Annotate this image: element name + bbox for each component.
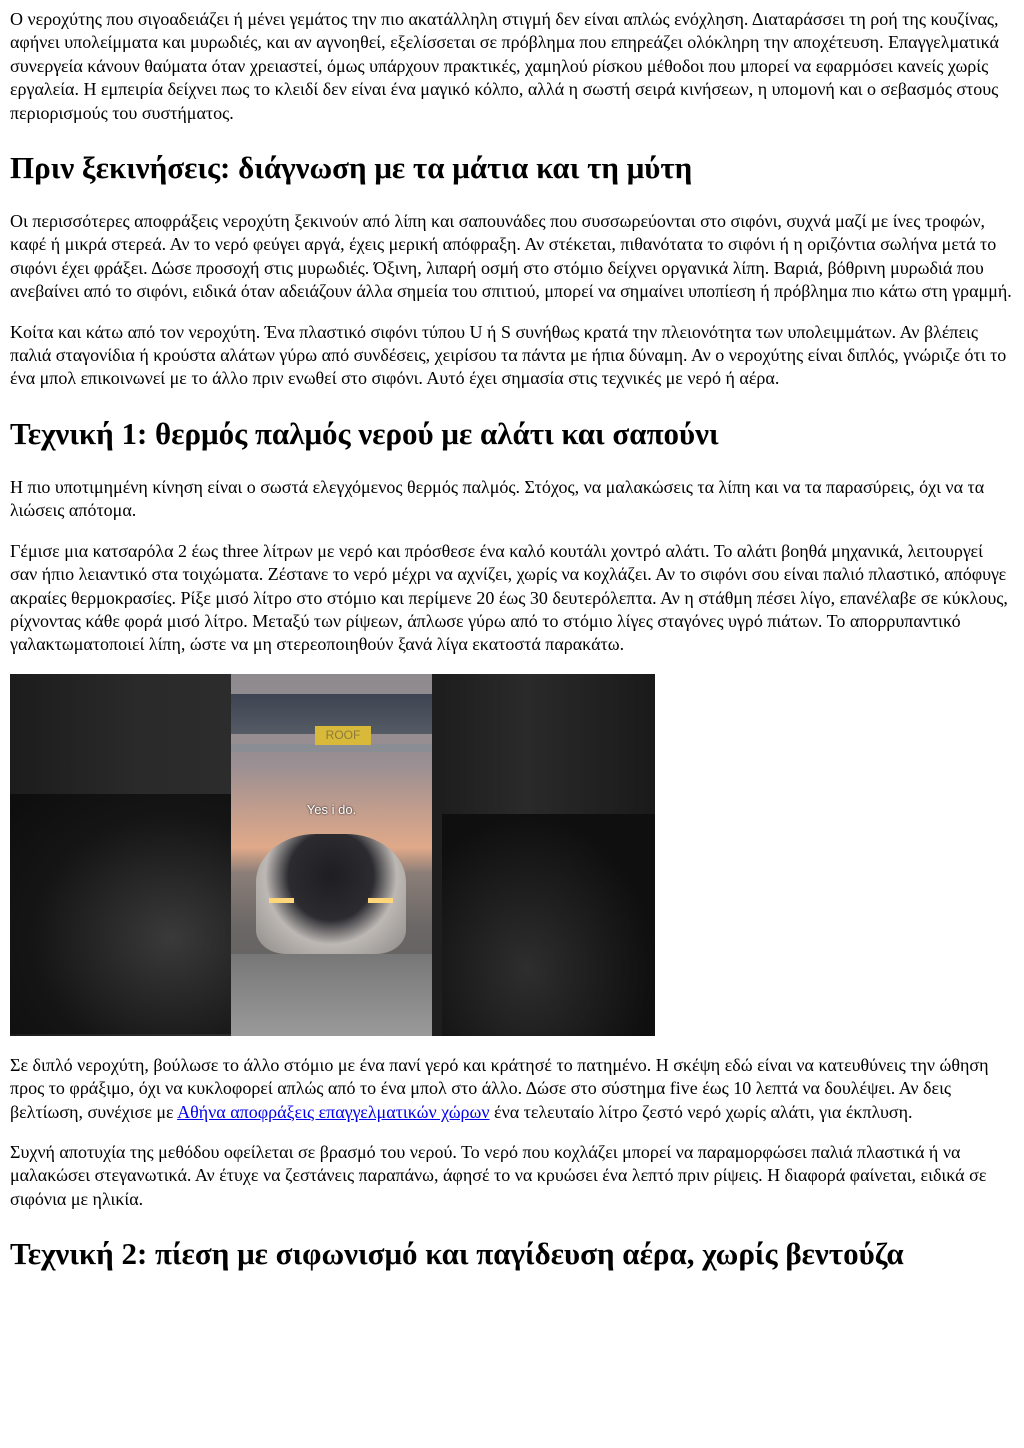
paragraph: Η πιο υποτιμημένη κίνηση είναι ο σωστά ελεγχόμενος θερμός παλμός. Στόχος, να μαλακώσεις τα λίπη και να τα παρασύρεις, όχι να τα λιώσεις απότομα.: [10, 476, 985, 521]
inline-link[interactable]: Αθήνα αποφράξεις επαγγελματικών χώρων: [177, 1101, 490, 1122]
intro-paragraph: Ο νεροχύτης που σιγοαδειάζει ή μένει γεμάτος την πιο ακατάλληλη στιγμή δεν είναι απλώς ενόχληση. Διαταράσσει τη ροή της κουζίνας, αφήνει υπολείμματα και μυρωδιές, και αν αγνοηθεί, εξελίσσεται σε πρόβλημα που επηρεάζει ολόκληρη την αποχέτευση. Επαγγελματικά συνεργεία κάνουν θαύματα όταν χρειαστεί, όμως υπάρχουν πρακτικές, χαμηλού ρίσκου μέθοδοι που μπορεί να εφαρμόσει κανείς χωρίς εργαλεία. Η εμπειρία δείχνει πως το κλειδί δεν είναι ένα μαγικό κόλπο, αλλά η σωστή σειρά κινήσεων, η υπομονή και ο σεβασμός στους περιορισμούς του συστήματος.: [10, 9, 999, 123]
text: ένα τελευταίο λίτρο ζεστό νερό χωρίς αλάτι, για έκπλυση.: [489, 1101, 913, 1122]
roof-beam: [231, 744, 432, 752]
text: Σε διπλό νεροχύτη, βούλωσε το άλλο στόμιο με ένα πανί γερό και κράτησέ το πατημένο. Η σκέψη εδώ είναι να κατευθύνεις την ώθηση προς το φράξιμο, όχι να κυκλοφορεί απλώς από το ένα μπολ στο άλλο. Δώσε στο σύστημα five έως 10 λεπτά να δουλέψει. Αν δεις βελτίωση, συνέχισε με: [10, 1054, 989, 1122]
section-heading-diagnosis: Πριν ξεκινήσεις: διάγνωση με τα μάτια και τη μύτη: [10, 150, 693, 186]
photo-caption: Yes i do.: [306, 801, 357, 817]
paragraph-with-link: [10, 1054, 1014, 1124]
article-photo-car: [10, 674, 655, 1036]
section-heading-technique-2: Τεχνική 2: πίεση με σιφωνισμό και παγίδευση αέρα, χωρίς βεντούζα: [10, 1236, 904, 1272]
section-heading-technique-1: Τεχνική 1: θερμός παλμός νερού με αλάτι και σαπούνι: [10, 415, 719, 451]
roof-sign: ROOF: [315, 726, 371, 745]
car: [256, 834, 406, 954]
car-headlights: [269, 898, 393, 903]
paragraph: Οι περισσότερες αποφράξεις νεροχύτη ξεκινούν από λίπη και σαπουνάδες που συσσωρεύονται στο σιφόνι, συχνά μαζί με ίνες τροφών, καφέ ή μικρά στερεά. Αν το νερό φεύγει αργά, έχεις μερική απόφραξη. Αν στέκεται, πιθανότατα το σιφόνι ή η οριζόντια σωλήνα μετά το σιφόνι έχει φράξει. Δώσε προσοχή στις μυρωδιές. Όξινη, λιπαρή οσμή στο στόμιο δείχνει οργανικά λίπη. Βαριά, βόθρινη μυρωδιά που ανεβαίνει από το σιφόνι, ειδικά όταν αδειάζουν άλλα σημεία του σπιτιού, μπορεί να σημαίνει υποπίεση ή πρόβλημα πιο κάτω στη γραμμή.: [10, 211, 1012, 302]
photo-center-frame: [231, 674, 432, 1036]
paragraph: Γέμισε μια κατσαρόλα 2 έως three λίτρων με νερό και πρόσθεσε ένα καλό κουτάλι χοντρό αλάτι. Το αλάτι βοηθά μηχανικά, λειτουργεί σαν ήπιο λειαντικό στα τοιχώματα. Ζέστανε το νερό μέχρι να αχνίζει, χωρίς να κοχλάζει. Αν το σιφόνι σου είναι παλιό πλαστικό, απόφυγε ακραίες θερμοκρασίες. Ρίξε μισό λίτρο στο στόμιο και περίμενε 20 έως 30 δευτερόλεπτα. Αν η στάθμη πέσει λίγο, επανέλαβε σε κύκλους, ρίχνοντας κάθε φορά μισό λίτρο. Μεταξύ των ρίψεων, άπλωσε γύρω από το στόμιο λίγες σταγόνες υγρό πιάτων. Το απορρυπαντικό γαλακτωματοποιεί λίπη, ώστε να μη στερεοποιηθούν ξανά λίγα εκατοστά παρακάτω.: [10, 540, 1008, 655]
photo-right-blur: [442, 814, 655, 1036]
paragraph: Συχνή αποτυχία της μεθόδου οφείλεται σε βρασμό του νερού. Το νερό που κοχλάζει μπορεί να παραμορφώσει παλιά πλαστικά ή να μαλακώσει στεγανωτικά. Αν έτυχε να ζεστάνεις παραπάνω, άφησέ το να κρυώσει ένα λεπτό πριν ρίψεις. Η διαφορά φαίνεται, ειδικά σε σιφόνια με ηλικία.: [10, 1141, 987, 1209]
paragraph: Κοίτα και κάτω από τον νεροχύτη. Ένα πλαστικό σιφόνι τύπου U ή S συνήθως κρατά την πλειονότητα των υπολειμμάτων. Αν βλέπεις παλιά σταγονίδια ή κρούστα αλάτων γύρω από συνδέσεις, χειρίσου τα πάντα με ήπια δύναμη. Αν ο νεροχύτης είναι διπλός, γνώριζε ότι το ένα μπολ επικοινωνεί με το άλλο πριν ενωθεί στο σιφόνι. Αυτό έχει σημασία στις τεχνικές με νερό ή αέρα.: [10, 321, 1007, 389]
photo-left-blur: [10, 794, 240, 1034]
ground: [231, 954, 432, 1036]
